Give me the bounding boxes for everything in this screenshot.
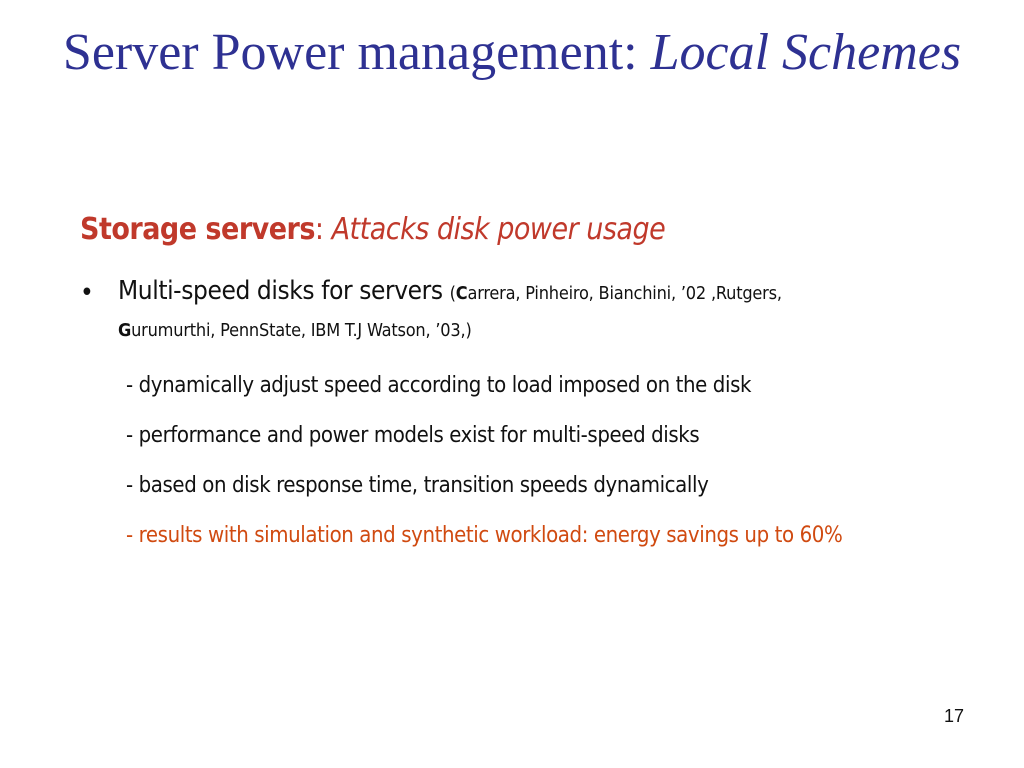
sub-item: - based on disk response time, transition speeds dynamically (126, 473, 709, 498)
slide-title-plain: Server Power management: (62, 24, 651, 81)
page-number: 17 (943, 706, 964, 726)
subheading-colon: : (314, 212, 332, 247)
slide-title (60, 22, 964, 84)
subheading-strong: Storage servers (80, 212, 315, 247)
subheading-italic: Attacks disk power usage (331, 212, 666, 247)
citation-initial-1: C (455, 283, 468, 304)
sub-item-list (126, 366, 986, 566)
section-subheading (80, 210, 665, 250)
bullet-text (118, 274, 960, 348)
citation-rest-1: arrera, Pinheiro, Bianchini, ’02 ,Rutgers, (467, 283, 782, 304)
bullet-main-text: Multi-speed disks for servers (118, 276, 450, 306)
bullet-marker: • (80, 278, 94, 308)
citation-rest-2: urumurthi, PennState, IBM T.J Watson, ’03,) (131, 320, 472, 341)
bullet-point (80, 274, 960, 348)
citation-initial-2: G (118, 320, 132, 341)
sub-item: - dynamically adjust speed according to load imposed on the disk (126, 373, 752, 398)
citation-open: ( (449, 283, 456, 304)
sub-item: - performance and power models exist for multi-speed disks (126, 423, 700, 448)
sub-item-highlight: - results with simulation and synthetic workload: energy savings up to 60% (126, 523, 843, 548)
slide-title-italic: Local Schemes (650, 24, 962, 81)
